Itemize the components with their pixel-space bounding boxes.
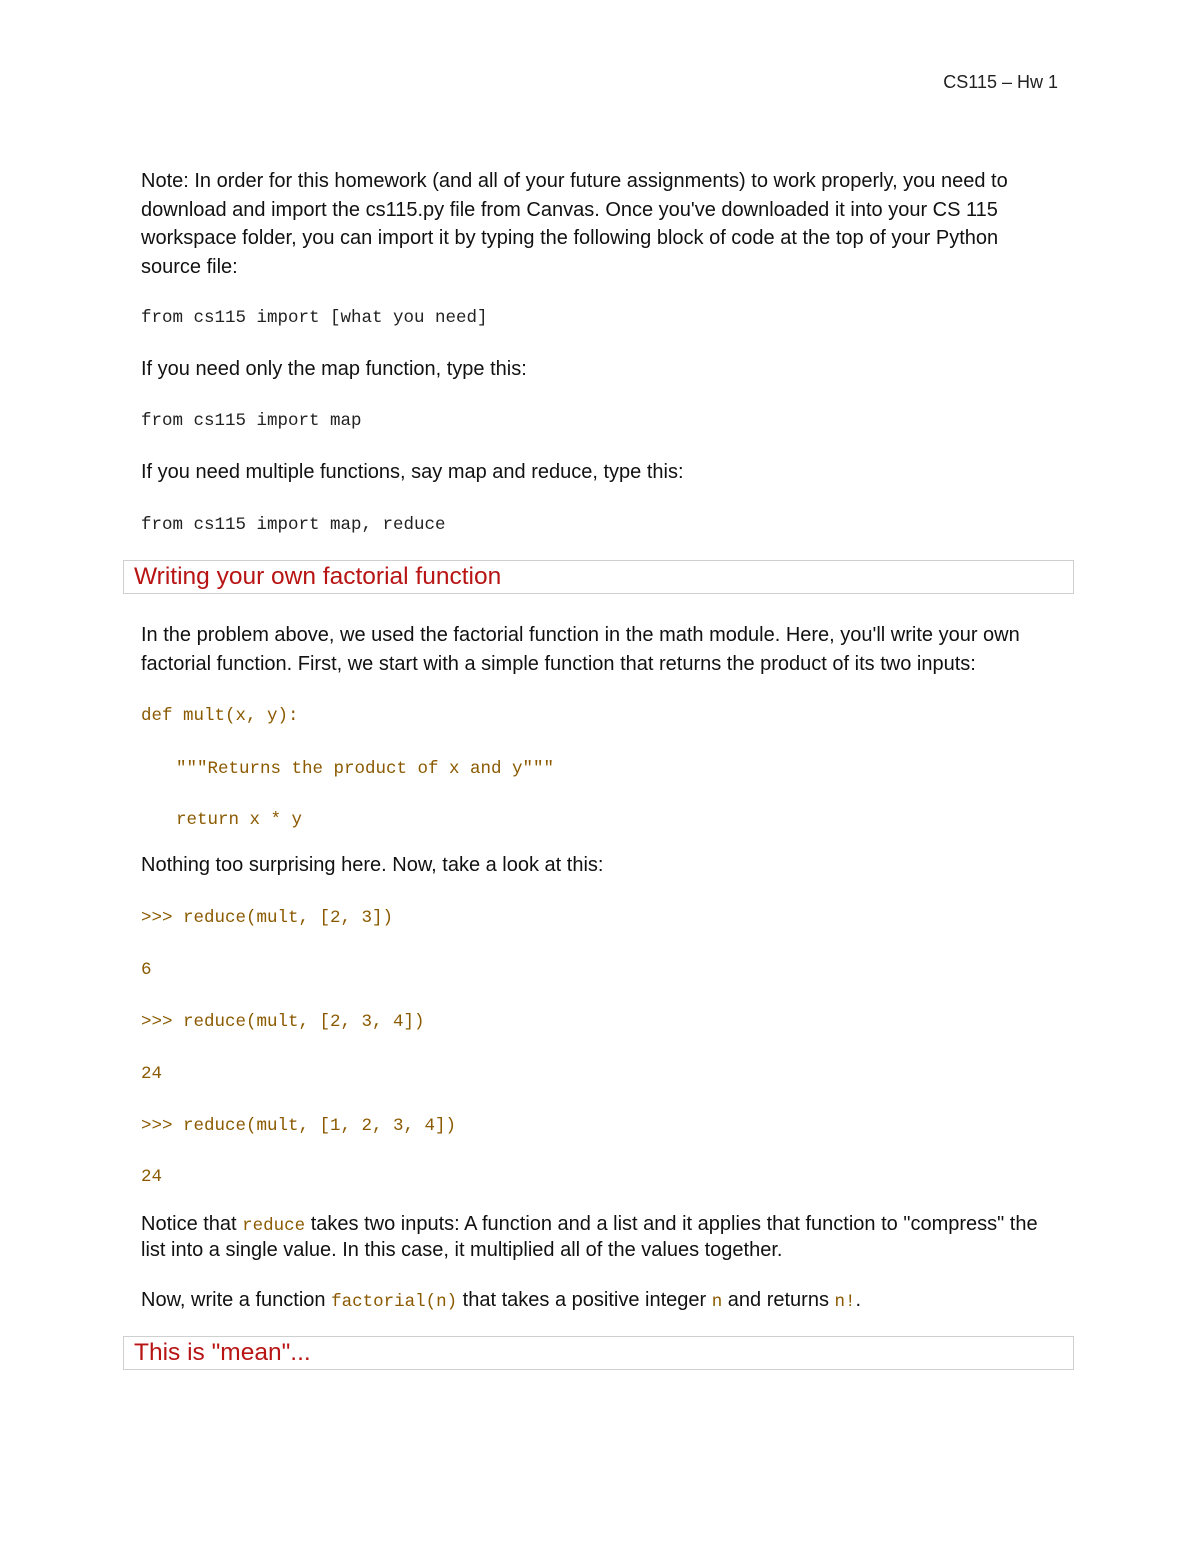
inline-code-factorial: factorial(n)	[331, 1292, 458, 1312]
code-import-map: from cs115 import map	[141, 411, 362, 431]
example-result: 6	[141, 960, 152, 980]
notice-text: Notice that reduce takes two inputs: A function and a list and it applies that function to "compress" the list into a single value. In this case, it multiplied all of the values together.	[141, 1213, 1038, 1261]
inline-code-reduce: reduce	[242, 1216, 306, 1236]
section-title: This is "mean"...	[134, 1339, 311, 1366]
example-call: >>> reduce(mult, [2, 3])	[141, 908, 394, 928]
example-result: 24	[141, 1064, 163, 1084]
section-heading-mean	[123, 1336, 1074, 1370]
section-title: Writing your own factorial function	[134, 563, 502, 590]
example-result: 24	[141, 1167, 163, 1187]
after-code-text: Nothing too surprising here. Now, take a look at this:	[141, 854, 604, 876]
section-heading-factorial	[123, 560, 1074, 594]
factorial-intro: In the problem above, we used the factorial function in the math module. Here, you'll write your own factorial function. First, we start with a simple function that returns the product of its two inputs:	[141, 624, 1020, 675]
code-import-generic: from cs115 import [what you need]	[141, 308, 488, 328]
code-def-mult: def mult(x, y):	[141, 706, 299, 726]
code-docstring: """Returns the product of x and y"""	[176, 759, 555, 779]
page-header: CS115 – Hw 1	[943, 72, 1058, 92]
example-call: >>> reduce(mult, [2, 3, 4])	[141, 1012, 425, 1032]
example-call: >>> reduce(mult, [1, 2, 3, 4])	[141, 1116, 457, 1136]
code-return: return x * y	[176, 810, 303, 830]
task-text: Now, write a function factorial(n) that takes a positive integer n and returns n!.	[141, 1289, 862, 1312]
multi-import-text: If you need multiple functions, say map and reduce, type this:	[141, 461, 684, 483]
inline-code-n-factorial: n!	[834, 1292, 856, 1312]
code-import-map-reduce: from cs115 import map, reduce	[141, 515, 446, 535]
inline-code-n: n	[711, 1292, 723, 1312]
single-import-text: If you need only the map function, type this:	[141, 358, 527, 380]
intro-note: Note: In order for this homework (and all of your future assignments) to work properly, you need to download and import the cs115.py file from Canvas. Once you've downloaded it into your CS 115 workspace folder, you can import it by typing the following block of code at the top of your Python source file:	[141, 170, 1008, 278]
